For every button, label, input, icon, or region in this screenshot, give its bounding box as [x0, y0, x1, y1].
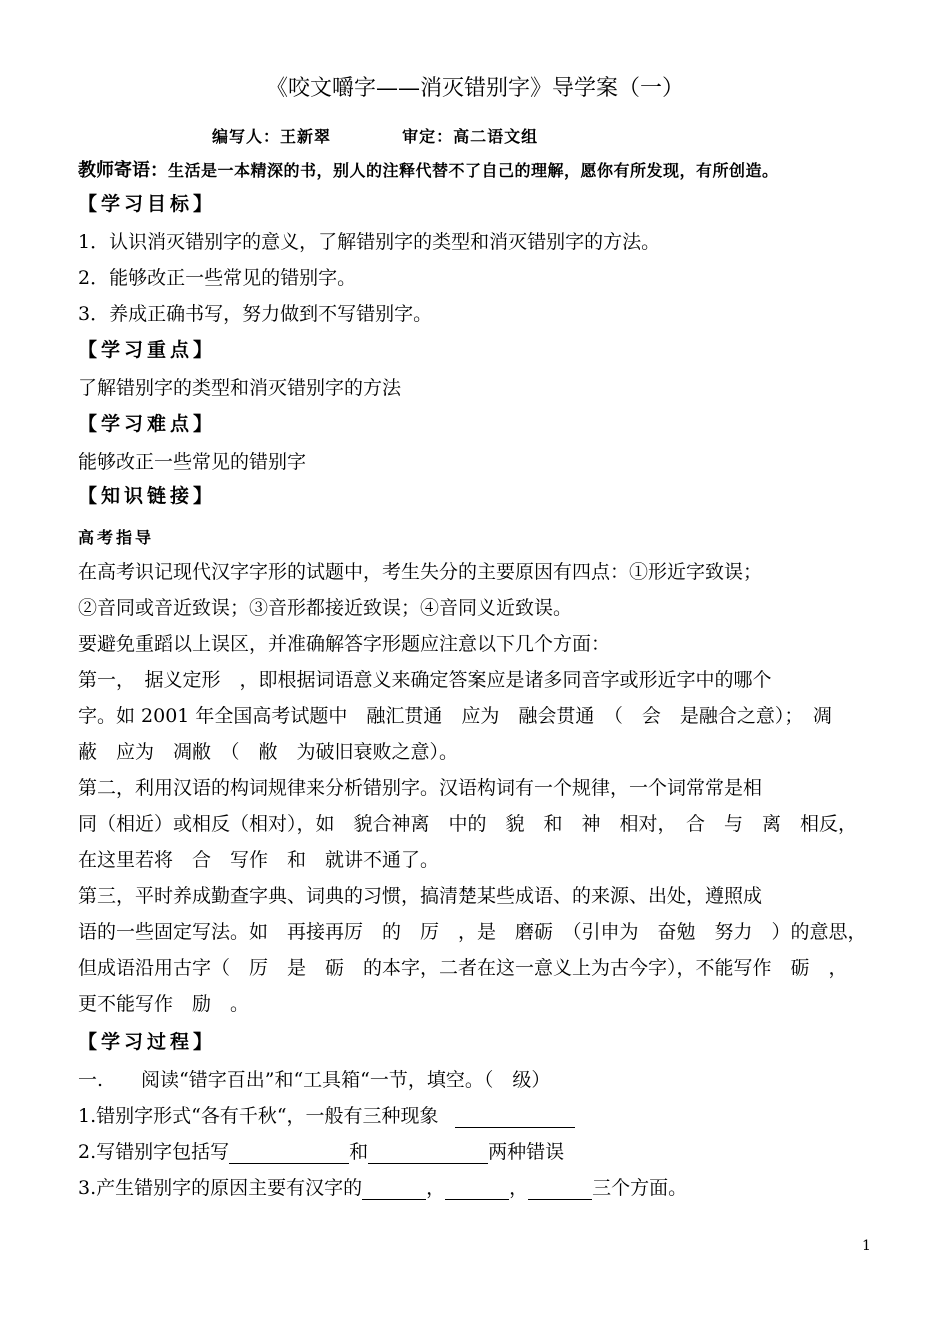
teacher-note	[78, 158, 779, 183]
paragraph-line: 语的一些固定写法。如 再接再厉 的 厉 ，是 磨砺 （引申为 奋勉 努力 ）的意思，	[78, 921, 867, 943]
paragraph-line: 第一， 据义定形 ，即根据词语意义来确定答案应是诸多同音字或形近字中的哪个	[78, 669, 772, 691]
paragraph-line: 在这里若将 合 写作 和 就讲不通了。	[78, 849, 440, 871]
answer-blank[interactable]	[368, 1143, 488, 1164]
process-intro: 一. 阅读“错字百出”和“工具箱“一节，填空。（ 级）	[78, 1069, 551, 1091]
question-2-text: 2.写错别字包括写	[78, 1141, 230, 1163]
question-2-conj: 和	[349, 1141, 369, 1163]
question-2-end: 两种错误	[488, 1141, 565, 1163]
paragraph-line: 同（相近）或相反（相对），如 貌合神离 中的 貌 和 神 相对， 合 与 离 相反，	[78, 813, 858, 835]
paragraph-line: 字。如 2001 年全国高考试题中 融汇贯通 应为 融会贯通 （ 会 是融合之意）； 凋	[78, 705, 832, 727]
difficulty-text: 能够改正一些常见的错别字	[78, 451, 307, 473]
knowledge-heading: 【知识链接】	[78, 485, 217, 507]
answer-blank[interactable]	[445, 1179, 509, 1200]
teacher-note-label: 教师寄语：	[78, 160, 168, 181]
paragraph-line: 更不能写作 励 。	[78, 993, 250, 1015]
question-3-end: 三个方面。	[592, 1177, 688, 1199]
question-1-text: 1.错别字形式“各有千秋“，一般有三种现象	[78, 1105, 439, 1127]
page-number: 1	[862, 1238, 871, 1254]
paragraph-line: 第二，利用汉语的构词规律来分析错别字。汉语构词有一个规律，一个词常常是相	[78, 777, 763, 799]
page-title: 《咬文嚼字——消灭错别字》导学案（一）	[265, 76, 684, 101]
paragraph-line: ②音同或音近致误；③音形都接近致误；④音同义近致误。	[78, 597, 573, 619]
reviewer-credit: 审定：高二语文组	[402, 127, 539, 146]
answer-blank[interactable]	[229, 1143, 349, 1164]
goal-item: 3．养成正确书写，努力做到不写错别字。	[78, 303, 433, 325]
paragraph-line: 在高考识记现代汉字字形的试题中，考生失分的主要原因有四点：①形近字致误；	[78, 561, 763, 583]
question-3-sep: ，	[509, 1177, 529, 1199]
focus-text: 了解错别字的类型和消灭错别字的方法	[78, 377, 402, 399]
goals-heading: 【学习目标】	[78, 193, 217, 215]
answer-blank[interactable]	[455, 1107, 575, 1128]
paragraph-line: 要避免重蹈以上误区，并准确解答字形题应注意以下几个方面：	[78, 633, 611, 655]
question-3-sep: ，	[426, 1177, 446, 1199]
author-line	[212, 124, 538, 147]
answer-blank[interactable]	[362, 1179, 426, 1200]
focus-heading: 【学习重点】	[78, 339, 217, 361]
process-heading: 【学习过程】	[78, 1031, 217, 1053]
writer-credit: 编写人：王新翠	[212, 127, 332, 146]
answer-blank[interactable]	[528, 1179, 592, 1200]
teacher-note-text: 生活是一本精深的书，别人的注释代替不了自己的理解，愿你有所发现，有所创造。	[168, 161, 779, 180]
goal-item: 2．能够改正一些常见的错别字。	[78, 267, 357, 289]
difficulty-heading: 【学习难点】	[78, 413, 217, 435]
question-3	[78, 1176, 687, 1200]
paragraph-line: 但成语沿用古字（ 厉 是 砺 的本字，二者在这一意义上为古今字），不能写作 砺 ，	[78, 957, 848, 979]
paragraph-line: 第三，平时养成勤查字典、词典的习惯，搞清楚某些成语、的来源、出处，遵照成	[78, 885, 763, 907]
paragraph-line: 蔽 应为 凋敝 （ 敝 为破旧衰败之意）。	[78, 741, 459, 763]
knowledge-subheading: 高考指导	[78, 528, 155, 547]
question-2	[78, 1140, 564, 1164]
goal-item: 1．认识消灭错别字的意义，了解错别字的类型和消灭错别字的方法。	[78, 231, 661, 253]
question-3-text: 3.产生错别字的原因主要有汉字的	[78, 1177, 363, 1199]
question-1	[78, 1104, 575, 1128]
